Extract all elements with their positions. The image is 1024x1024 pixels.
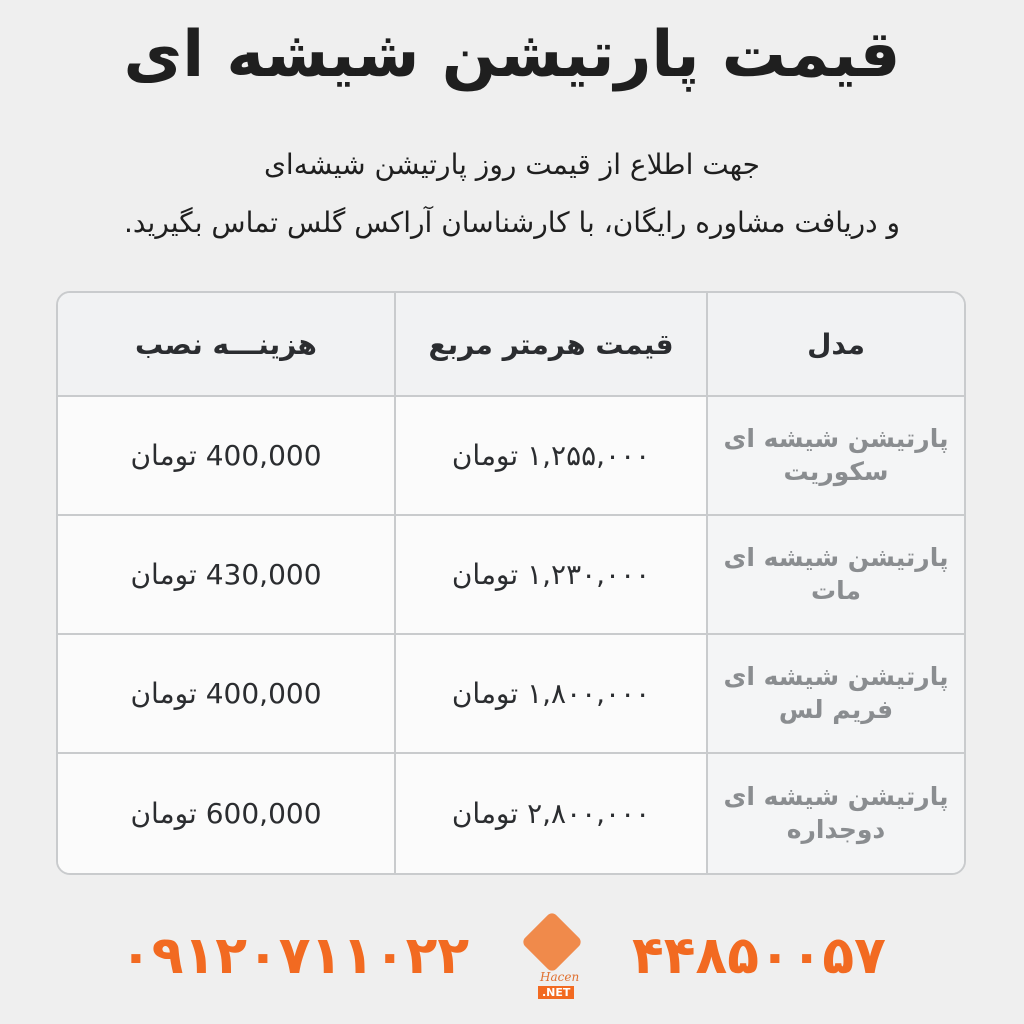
- model-cell: پارتیشن شیشه ای دوجداره: [706, 754, 964, 873]
- header-install: هزینـــه نصب: [135, 327, 317, 361]
- price-cell: ۱,۸۰۰,۰۰۰ تومان: [394, 635, 706, 752]
- model-cell: پارتیشن شیشه ای سکوریت: [706, 397, 964, 514]
- contact-footer: [0, 918, 1024, 1008]
- logo-net: .NET: [538, 986, 574, 999]
- install-cell: 400,000 تومان: [58, 397, 394, 514]
- table-row: [58, 754, 964, 873]
- table-row: [58, 516, 964, 635]
- table-row: [58, 397, 964, 516]
- landline-number: ۴۴۸۵۰۰۵۷: [632, 926, 886, 986]
- logo-mark-icon: [521, 911, 583, 973]
- table-row: [58, 635, 964, 754]
- page-title: قیمت پارتیشن شیشه ای: [123, 18, 901, 92]
- header-price: قیمت هرمتر مربع: [394, 293, 706, 395]
- subtitle-line-1: جهت اطلاع از قیمت روز پارتیشن شیشه‌ای: [264, 148, 760, 181]
- price-table: [56, 291, 966, 875]
- header-model: مدل: [706, 293, 964, 395]
- install-cell: 400,000 تومان: [58, 635, 394, 752]
- install-cell: 430,000 تومان: [58, 516, 394, 633]
- model-cell: پارتیشن شیشه ای فریم لس: [706, 635, 964, 752]
- price-cell: ۱,۲۵۵,۰۰۰ تومان: [394, 397, 706, 514]
- subtitle-line-2: و دریافت مشاوره رایگان، با کارشناسان آراکس گلس تماس بگیرید.: [123, 206, 901, 239]
- price-cell: ۱,۲۳۰,۰۰۰ تومان: [394, 516, 706, 633]
- model-cell: پارتیشن شیشه ای مات: [706, 516, 964, 633]
- logo-name: Hacen: [540, 970, 580, 984]
- hacen-logo: [516, 918, 596, 1008]
- price-cell: ۲,۸۰۰,۰۰۰ تومان: [394, 754, 706, 873]
- mobile-number: ۰۹۱۲۰۷۱۱۰۲۲: [120, 926, 470, 986]
- install-cell: 600,000 تومان: [58, 754, 394, 873]
- table-header-row: [58, 293, 964, 397]
